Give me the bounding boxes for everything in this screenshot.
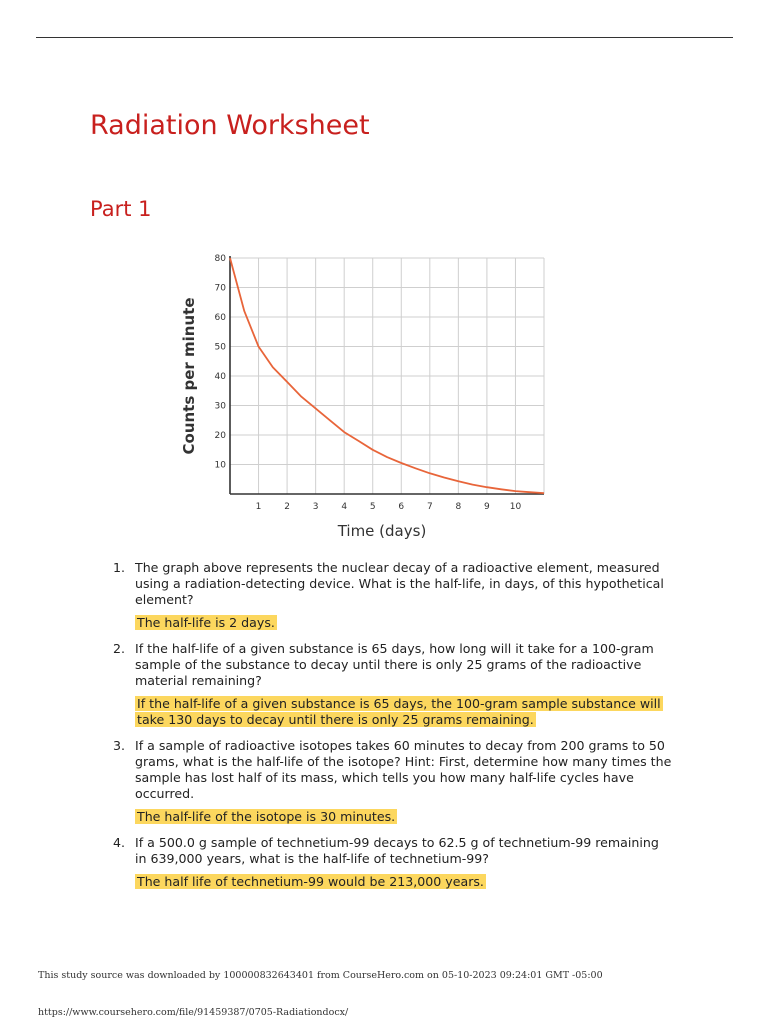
download-note: This study source was downloaded by 100000832643401 from CourseHero.com on 05-10-2023 09:24:01 GMT -05:00 <box>38 970 603 981</box>
question-item <box>113 835 673 890</box>
question-text: If the half-life of a given substance is 65 days, how long will it take for a 100-gram sample of the substance to decay until there is only 25 grams of the radioactive material remaining? <box>135 641 654 688</box>
question-text: If a sample of radioactive isotopes takes 60 minutes to decay from 200 grams to 50 grams, what is the half-life of the isotope? Hint: First, determine how many times the sample has lost half of its mass, which tells you how many half-life cycles have occurred. <box>135 738 672 801</box>
y-tick-label: 50 <box>214 342 226 353</box>
y-tick-label: 20 <box>214 431 226 441</box>
answer-highlight: The half-life is 2 days. <box>137 615 275 630</box>
question-list <box>113 560 673 890</box>
answer-highlight: The half life of technetium-99 would be 213,000 years. <box>137 874 484 889</box>
chart-grid <box>230 258 544 494</box>
question-number: 1. <box>113 560 126 575</box>
y-tick-label: 80 <box>214 254 226 264</box>
answer-highlight: The half-life of the isotope is 30 minutes. <box>137 809 396 824</box>
question-text: The graph above represents the nuclear decay of a radioactive element, measured using a radiation-detecting device. What is the half-life, in days, of this hypothetical element? <box>135 560 664 607</box>
question-number: 3. <box>113 738 126 753</box>
answer-highlight: If the half-life of a given substance is 65 days, the 100-gram sample substance will take 130 days to decay until there is only 25 grams remaining. <box>137 696 661 727</box>
question-item <box>113 641 673 728</box>
question-number: 2. <box>113 641 126 656</box>
y-tick-label: 40 <box>214 372 226 382</box>
x-tick-label: 6 <box>398 502 405 512</box>
header-rule <box>36 37 733 38</box>
x-tick-label: 3 <box>312 502 319 512</box>
question-item <box>113 738 673 825</box>
y-tick-label: 60 <box>214 313 226 323</box>
page-title: Radiation Worksheet <box>90 110 370 141</box>
chart-axes <box>230 256 544 494</box>
y-tick-label: 30 <box>214 401 226 412</box>
x-tick-label: 2 <box>284 502 290 512</box>
x-tick-label: 4 <box>341 502 348 512</box>
source-url[interactable]: https://www.coursehero.com/file/91459387/0705-Radiationdocx/ <box>38 1007 349 1018</box>
decay-chart <box>178 248 558 546</box>
x-tick-label: 10 <box>509 502 522 512</box>
question-number: 4. <box>113 835 126 850</box>
y-axis-label: Counts per minute <box>180 297 198 455</box>
question-item <box>113 560 673 631</box>
x-tick-label: 7 <box>426 502 433 512</box>
chart-tick-labels <box>215 254 522 512</box>
x-tick-label: 9 <box>484 502 490 512</box>
x-axis-label: Time (days) <box>337 522 427 540</box>
x-tick-label: 1 <box>255 502 262 512</box>
y-tick-label: 70 <box>214 283 226 294</box>
x-tick-label: 8 <box>455 502 462 512</box>
section-heading: Part 1 <box>90 197 152 221</box>
y-tick-label: 10 <box>214 460 226 471</box>
x-tick-label: 5 <box>369 502 376 512</box>
question-text: If a 500.0 g sample of technetium-99 decays to 62.5 g of technetium-99 remaining in 639,000 years, what is the half-life of technetium-99? <box>135 835 659 866</box>
